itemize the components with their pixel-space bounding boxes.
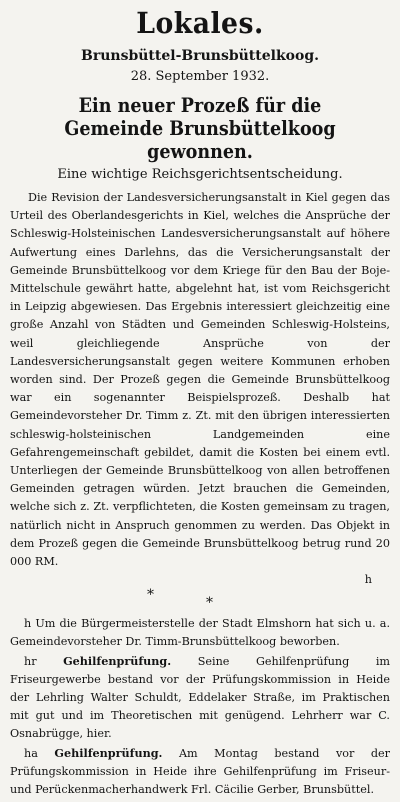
news-note	[10, 615, 390, 651]
subheadline: Eine wichtige Reichsgerichtsentscheidung.	[57, 167, 343, 182]
note-title: Gehilfenprüfung.	[63, 653, 172, 668]
headline-line-2: Gemeinde Brunsbüttelkoog gewonnen.	[64, 117, 336, 163]
separator	[10, 589, 390, 615]
headline	[29, 94, 371, 163]
news-note	[10, 744, 390, 800]
note-text: Am Montag bestand vor der Prüfungskommission in Heide ihre Gehilfenprüfung im Friseur- und Perückenmacherhandwerk Frl. Cäcilie Gerber, Brunsbüttel.	[10, 746, 390, 797]
note-tag: h	[24, 617, 32, 631]
dateline: Brunsbüttel-Brunsbüttelkoog.	[81, 48, 319, 64]
note-tag: ha	[24, 746, 38, 760]
section-title: Lokales.	[136, 6, 264, 40]
news-note	[10, 652, 390, 744]
note-tag: hr	[24, 654, 37, 668]
note-text: Seine Gehilfenprüfung im Friseurgewerbe bestand vor der Prüfungskommission in Heide der Lehrling Walter Schuldt, Eddelaker Straße, im Praktischen mit gut und im Theoretischen mit genügend. Lehrherr war C. Osnabrügge, hier.	[10, 654, 391, 741]
note-title: Gehilfenprüfung.	[54, 745, 163, 760]
separator-star-left: *	[147, 587, 154, 604]
note-text: Um die Bürgermeisterstelle der Stadt Elmshorn hat sich u. a. Gemeindevorsteher Dr. Timm-Brunsbüttelkoog beworben.	[10, 617, 390, 649]
date: 28. September 1932.	[130, 69, 270, 84]
headline-line-1: Ein neuer Prozeß für die	[78, 94, 322, 117]
signature: h	[364, 573, 372, 587]
section-header	[10, 6, 390, 86]
article-header	[10, 94, 390, 184]
separator-star-right: *	[206, 595, 213, 612]
article-body: Die Revision der Landesversicherungsanstalt in Kiel gegen das Urteil des Oberlandesgerichts in Kiel, welches die Ansprüche der Schleswig-Holsteinischen Landesversicherungsanstalt auf höhere Aufwertung eines Darlehns, das die Versicherungsanstalt der Gemeinde Brunsbüttelkoog vor dem Kriege für den Bau der Boje-Mittelschule gewährt hatte, abgelehnt hat, ist vom Reichsgericht in Leipzig abgewiesen. Das Ergebnis interessiert gleichzeitig eine große Anzahl von Städten und Gemeinden Schleswig-Holsteins, weil gleichliegende Ansprüche von der Landesversicherungsanstalt gegen weitere Kommunen erhoben worden sind. Der Prozeß gegen die Gemeinde Brunsbüttelkoog war ein sogenannter Beispielsprozeß. Deshalb hat Gemeindevorsteher Dr. Timm z. Zt. mit den übrigen interessierten schleswig-holsteinischen Landgemeinden eine Gefahrengemeinschaft gebildet, damit die Kosten bei einem evtl. Unterliegen der Gemeinde Brunsbüttelkoog von allen betroffenen Gemeinden getragen würden. Jetzt brauchen die Gemeinden, welche sich z. Zt. verpflichteten, die Kosten gemeinsam zu tragen, natürlich nicht in Anspruch genommen zu werden. Das Objekt in dem Prozeß gegen die Gemeinde Brunsbüttelkoog betrug rund 20 000 RM.	[10, 191, 390, 569]
signature-row	[10, 571, 390, 589]
